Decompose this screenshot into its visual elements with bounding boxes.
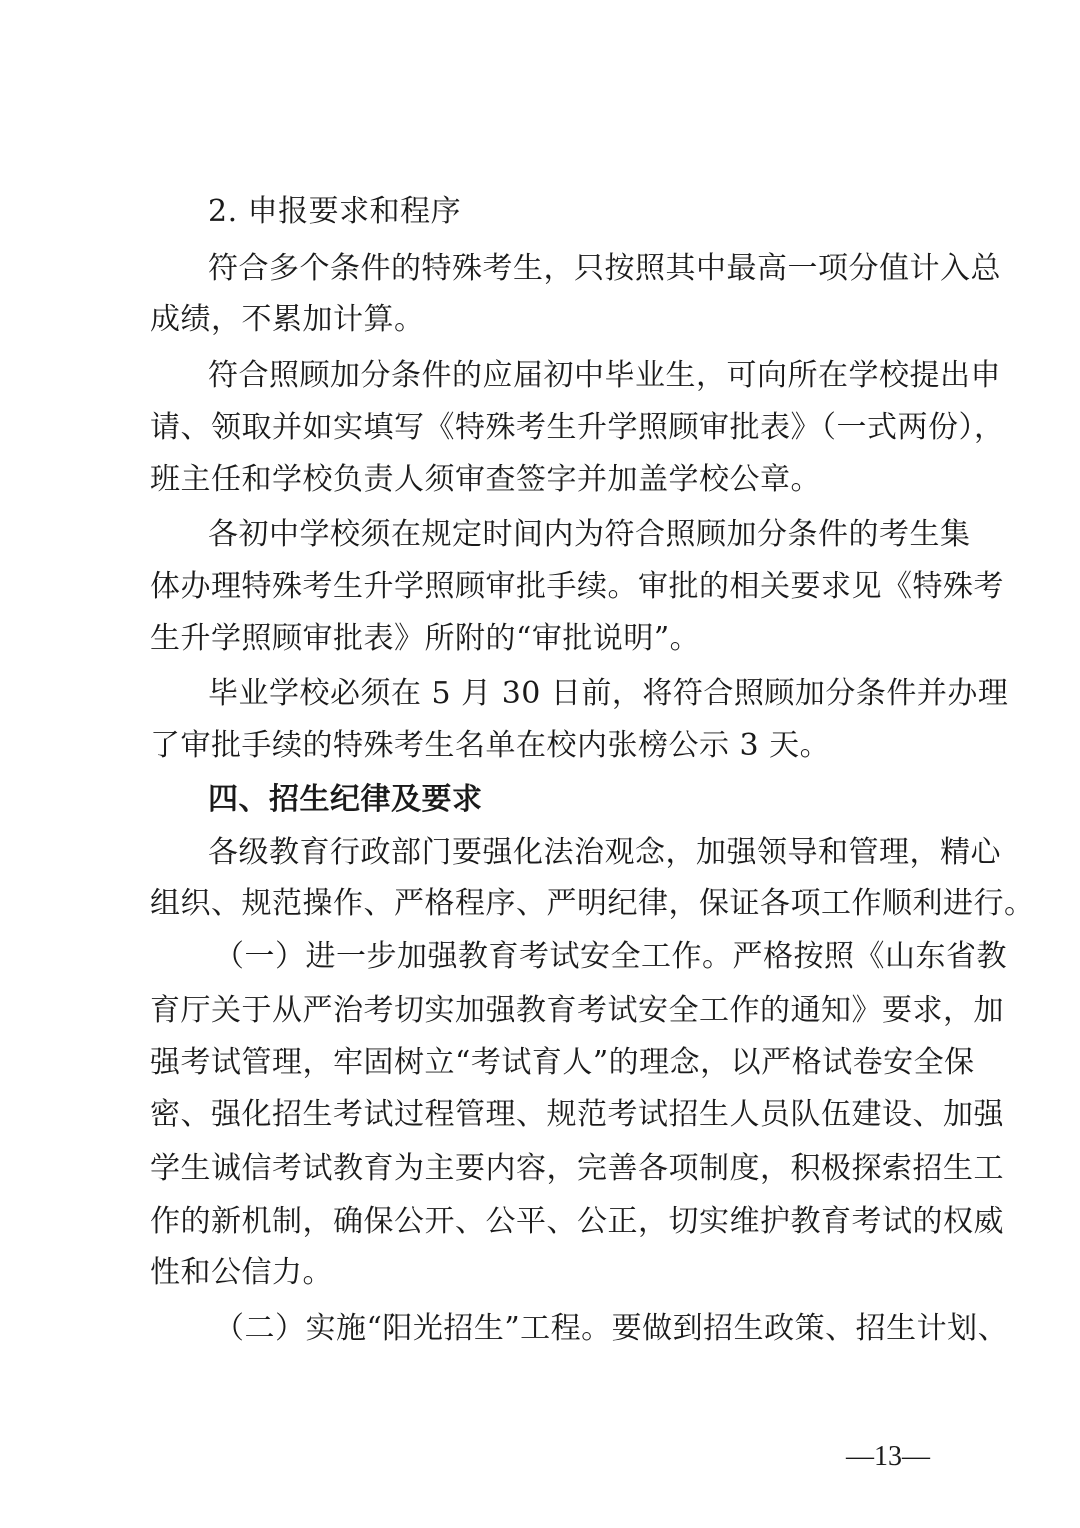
paragraph-line: 生升学照顾审批表》所附的“审批说明”。 [150, 621, 701, 656]
paragraph-line: 强考试管理，牢固树立“考试育人”的理念，以严格试卷安全保 [150, 1045, 975, 1080]
paragraph-line: 请、领取并如实填写《特殊考生升学照顾审批表》（一式两份）， [150, 410, 1005, 445]
paragraph-line: 各级教育行政部门要强化法治观念，加强领导和管理，精心 [208, 835, 1001, 870]
paragraph-line: 符合照顾加分条件的应届初中毕业生，可向所在学校提出申 [208, 358, 1001, 393]
paragraph-line: 班主任和学校负责人须审查签字并加盖学校公章。 [150, 462, 821, 497]
paragraph-line: 各初中学校须在规定时间内为符合照顾加分条件的考生集 [208, 517, 971, 552]
paragraph-line: 体办理特殊考生升学照顾审批手续。审批的相关要求见《特殊考 [150, 569, 1004, 604]
paragraph-line: 密、强化招生考试过程管理、规范考试招生人员队伍建设、加强 [150, 1097, 1004, 1132]
section-subheading: 2. 申报要求和程序 [208, 194, 462, 229]
paragraph-line: 学生诚信考试教育为主要内容，完善各项制度，积极探索招生工 [150, 1151, 1004, 1186]
paragraph-line: 组织、规范操作、严格程序、严明纪律，保证各项工作顺利进行。 [150, 886, 1035, 921]
paragraph-line: （二）实施“阳光招生”工程。要做到招生政策、招生计划、 [214, 1311, 1009, 1346]
paragraph-line: （一）进一步加强教育考试安全工作。严格按照《山东省教 [214, 939, 1007, 974]
paragraph-line: 成绩，不累加计算。 [150, 302, 425, 337]
paragraph-line: 了审批手续的特殊考生名单在校内张榜公示 3 天。 [150, 728, 831, 763]
paragraph-line: 育厅关于从严治考切实加强教育考试安全工作的通知》要求，加 [150, 993, 1004, 1028]
page-number: —13— [846, 1441, 930, 1472]
section-heading: 四、招生纪律及要求 [208, 782, 483, 817]
paragraph-line: 毕业学校必须在 5 月 30 日前，将符合照顾加分条件并办理 [208, 676, 1009, 711]
paragraph-line: 性和公信力。 [150, 1255, 333, 1290]
paragraph-line: 作的新机制，确保公开、公平、公正，切实维护教育考试的权威 [150, 1204, 1004, 1239]
paragraph-line: 符合多个条件的特殊考生，只按照其中最高一项分值计入总 [208, 251, 1001, 286]
